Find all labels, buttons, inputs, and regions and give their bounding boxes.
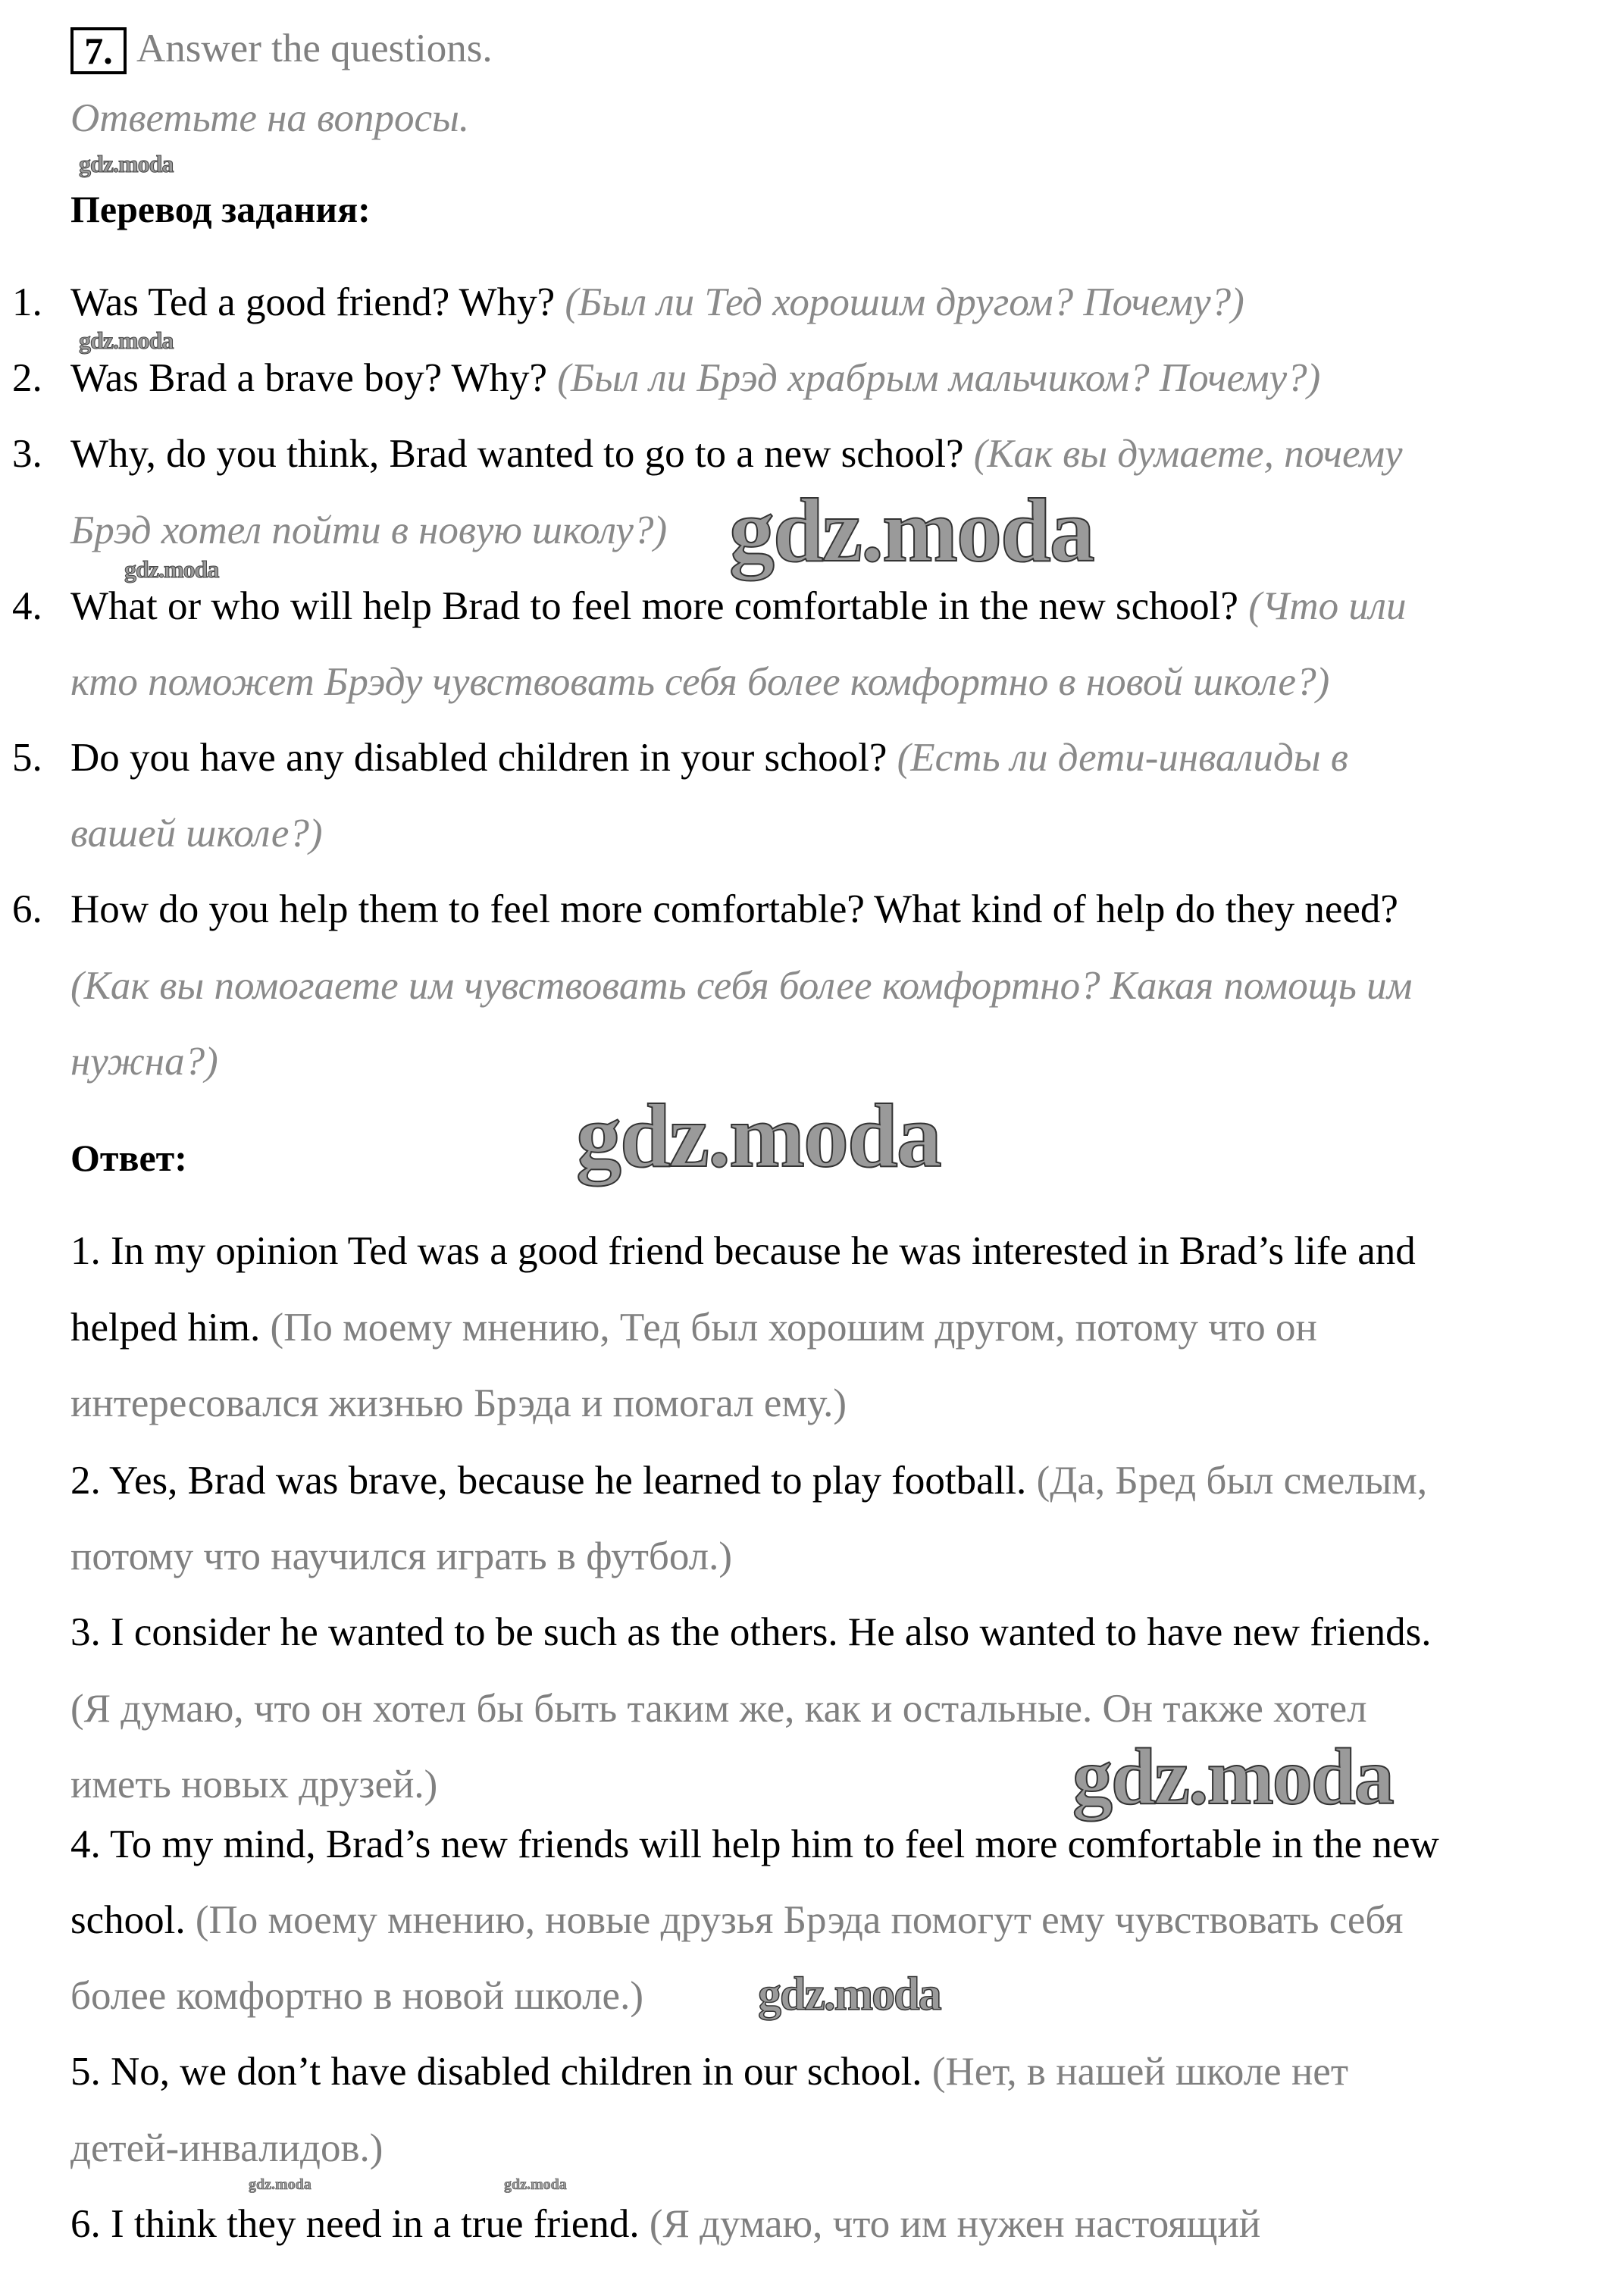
russian-translation: (Был ли Брэд храбрым мальчиком? Почему?) <box>557 356 1321 400</box>
english-text: Was Brad a brave boy? Why? <box>70 356 558 400</box>
text-line <box>70 2034 1348 2110</box>
russian-translation: вашей школе?) <box>70 812 323 856</box>
question-number: 4. <box>12 584 42 628</box>
english-text: How do you help them to feel more comfortable? What kind of help do they need? <box>70 887 1398 931</box>
watermark-logo: gdz.moda <box>1072 1732 1393 1821</box>
text-line <box>70 1365 847 1441</box>
text-line <box>70 1958 643 2034</box>
text-line <box>70 1519 732 1594</box>
text-line <box>70 2186 1260 2262</box>
watermark-logo: gdz.moda <box>758 1969 941 2020</box>
russian-translation: (По моему мнению, новые друзья Брэда помогут ему чувствовать себя <box>195 1898 1404 1942</box>
question-number: 5. <box>12 736 42 780</box>
text-line <box>70 340 1320 416</box>
english-text: Do you have any disabled children in your school? <box>70 736 897 780</box>
english-text: 1. In my opinion Ted was a good friend because he was interested in Brad’s life and <box>70 1229 1416 1273</box>
text-line <box>70 264 1244 340</box>
english-text: school. <box>70 1898 196 1942</box>
english-text: Why, do you think, Brad wanted to go to a new school? <box>70 432 974 476</box>
russian-translation: кто поможет Брэду чувствовать себя более комфортно в новой школе?) <box>70 660 1330 704</box>
text-line <box>70 1443 1427 1519</box>
task-title-en: Answer the questions. <box>136 27 493 70</box>
russian-translation: (По моему мнению, Тед был хорошим другом, потому что он <box>270 1306 1317 1350</box>
answer-heading: Ответ: <box>70 1137 187 1179</box>
text-line <box>70 1024 218 1100</box>
english-text: helped him. <box>70 1306 271 1350</box>
english-text: What or who will help Brad to feel more comfortable in the new school? <box>70 584 1249 628</box>
russian-translation: (Как вы думаете, почему <box>973 432 1403 476</box>
text-line <box>70 948 1412 1024</box>
english-text: 3. I consider he wanted to be such as the others. He also wanted to have new friends. <box>70 1610 1432 1654</box>
russian-translation: более комфортно в новой школе.) <box>70 1974 643 2018</box>
russian-translation: нужна?) <box>70 1040 218 1084</box>
text-line <box>70 644 1329 720</box>
russian-translation: (Есть ли дети-инвалиды в <box>897 736 1348 780</box>
russian-translation: (Что или <box>1248 584 1407 628</box>
question-number: 3. <box>12 432 42 476</box>
english-text: Was Ted a good friend? Why? <box>70 280 565 324</box>
watermark-logo: gdz.moda <box>79 150 174 177</box>
text-line <box>70 2110 383 2186</box>
russian-translation: (Как вы помогаете им чувствовать себя более комфортно? Какая помощь им <box>70 964 1413 1008</box>
russian-translation: детей-инвалидов.) <box>70 2126 383 2170</box>
russian-translation: (Был ли Тед хорошим другом? Почему?) <box>565 280 1244 324</box>
text-line <box>70 1594 1432 1670</box>
russian-translation: (Нет, в нашей школе нет <box>931 2050 1348 2094</box>
watermark-logo: gdz.moda <box>729 480 1094 580</box>
text-line <box>70 720 1348 796</box>
watermark-logo: gdz.moda <box>249 2176 311 2193</box>
text-line <box>70 1882 1403 1958</box>
task-number-box: 7. <box>70 27 127 74</box>
russian-translation: (Я думаю, что им нужен настоящий <box>649 2202 1261 2246</box>
watermark-logo: gdz.moda <box>504 2176 567 2193</box>
text-line <box>70 871 1398 947</box>
watermark-logo: gdz.moda <box>124 555 219 583</box>
translation-heading: Перевод задания: <box>70 188 371 230</box>
english-text: 6. I think they need in a true friend. <box>70 2202 650 2246</box>
watermark-logo: gdz.moda <box>576 1085 941 1186</box>
text-line <box>70 796 323 871</box>
russian-translation: Брэд хотел пойти в новую школу?) <box>70 508 668 552</box>
task-title-ru: Ответьте на вопросы. <box>70 96 470 140</box>
watermark-logo: gdz.moda <box>79 327 174 354</box>
russian-translation: (Я думаю, что он хотел бы быть таким же, как и остальные. Он также хотел <box>70 1687 1367 1731</box>
russian-translation: интересовался жизнью Брэда и помогал ему.) <box>70 1381 847 1425</box>
text-line <box>70 1290 1317 1365</box>
english-text: 5. No, we don’t have disabled children in our school. <box>70 2050 932 2094</box>
question-number: 1. <box>12 280 42 324</box>
english-text: 4. To my mind, Brad’s new friends will help him to feel more comfortable in the new <box>70 1822 1439 1866</box>
question-number: 2. <box>12 356 42 400</box>
english-text: 2. Yes, Brad was brave, because he learned to play football. <box>70 1459 1037 1503</box>
text-line <box>70 1213 1416 1289</box>
russian-translation: потому что научился играть в футбол.) <box>70 1534 732 1578</box>
russian-translation: (Да, Бред был смелым, <box>1036 1459 1428 1503</box>
russian-translation: иметь новых друзей.) <box>70 1763 438 1806</box>
question-number: 6. <box>12 887 42 931</box>
